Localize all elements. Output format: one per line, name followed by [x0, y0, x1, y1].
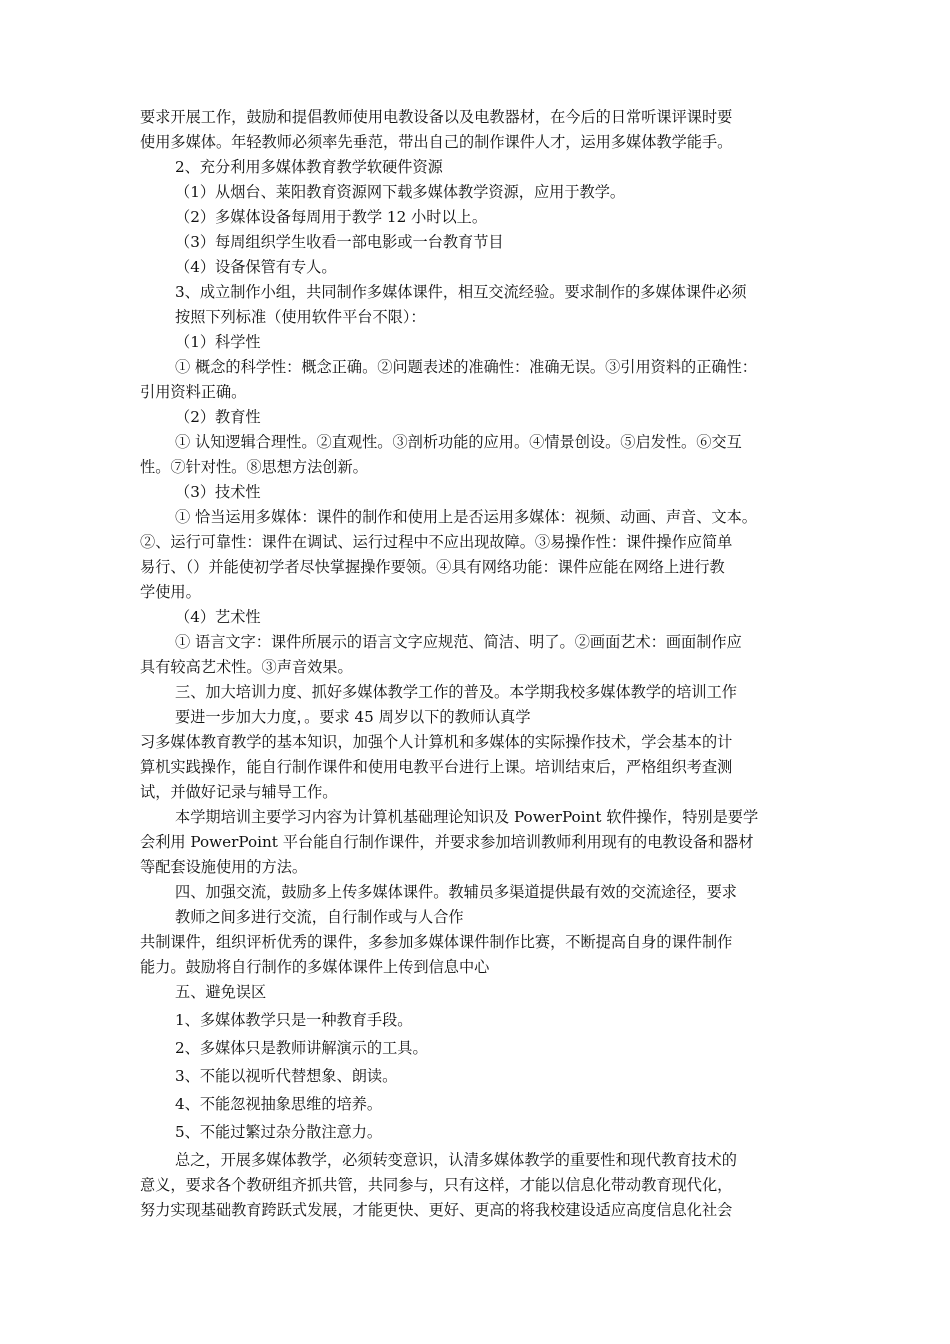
text-line: 四、加强交流，鼓励多上传多媒体课件。教辅员多渠道提供最有效的交流途径，要求	[175, 883, 737, 901]
text-line: 2、充分利用多媒体教育教学软硬件资源	[175, 158, 443, 176]
text-line: 3、成立制作小组，共同制作多媒体课件，相互交流经验。要求制作的多媒体课件必须	[175, 283, 747, 301]
text-line: 会利用 PowerPoint 平台能自行制作课件，并要求参加培训教师利用现有的电教设备和器材	[140, 833, 754, 851]
text-line: （4）设备保管有专人。	[175, 258, 337, 276]
text-line: 性。⑦针对性。⑧思想方法创新。	[140, 458, 368, 476]
text-line: 2、多媒体只是教师讲解演示的工具。	[175, 1039, 428, 1057]
text-line: 按照下列标准（使用软件平台不限）：	[175, 308, 426, 326]
text-line: （4）艺术性	[175, 608, 261, 626]
text-line: 努力实现基础教育跨跃式发展，才能更快、更好、更高的将我校建设适应高度信息化社会	[140, 1201, 733, 1219]
text-line: 要求开展工作，鼓励和提倡教师使用电教设备以及电教器材，在今后的日常听课评课时要	[140, 108, 733, 126]
text-line: 等配套设施使用的方法。	[140, 858, 308, 876]
text-line: 试，并做好记录与辅导工作。	[140, 783, 338, 801]
text-line: 意义，要求各个教研组齐抓共管，共同参与，只有这样，才能以信息化带动教育现代化，	[140, 1176, 733, 1194]
text-line: 三、加大培训力度、抓好多媒体教学工作的普及。本学期我校多媒体教学的培训工作	[175, 683, 737, 701]
text-line: （2）教育性	[175, 408, 261, 426]
text-line: （2）多媒体设备每周用于教学 12 小时以上。	[175, 208, 488, 226]
text-line: 要进一步加大力度，。要求 45 周岁以下的教师认真学	[175, 708, 531, 726]
text-line: ②、运行可靠性：课件在调试、运行过程中不应出现故障。③易操作性：课件操作应简单	[140, 533, 733, 551]
text-line: （1）从烟台、莱阳教育资源网下载多媒体教学资源，应用于教学。	[175, 183, 626, 201]
text-line: ① 语言文字：课件所展示的语言文字应规范、简洁、明了。②画面艺术：画面制作应	[175, 633, 742, 651]
text-line: 3、不能以视听代替想象、朗读。	[175, 1067, 398, 1085]
text-line: （3）技术性	[175, 483, 261, 501]
text-line: ① 认知逻辑合理性。②直观性。③剖析功能的应用。④情景创设。⑤启发性。⑥交互	[175, 433, 742, 451]
text-line: （3）每周组织学生收看一部电影或一台教育节目	[175, 233, 504, 251]
text-line: 共制课件，组织评析优秀的课件，多参加多媒体课件制作比赛，不断提高自身的课件制作	[140, 933, 733, 951]
text-line: 引用资料正确。	[140, 383, 247, 401]
text-line: （1）科学性	[175, 333, 261, 351]
text-line: 学使用。	[140, 583, 201, 601]
text-line: 总之，开展多媒体教学，必须转变意识，认清多媒体教学的重要性和现代教育技术的	[175, 1151, 737, 1169]
text-line: ① 概念的科学性：概念正确。②问题表述的准确性：准确无误。③引用资料的正确性：	[175, 358, 757, 376]
text-line: 能力。鼓励将自行制作的多媒体课件上传到信息中心	[140, 958, 490, 976]
text-line: 五、避免误区	[175, 983, 267, 1001]
text-line: 习多媒体教育教学的基本知识，加强个人计算机和多媒体的实际操作技术，学会基本的计	[140, 733, 733, 751]
text-line: 5、不能过繁过杂分散注意力。	[175, 1123, 383, 1141]
text-line: 易行、（）并能使初学者尽快掌握操作要领。④具有网络功能：课件应能在网络上进行教	[140, 558, 725, 576]
text-line: 1、多媒体教学只是一种教育手段。	[175, 1011, 413, 1029]
text-line: ① 恰当运用多媒体：课件的制作和使用上是否运用多媒体：视频、动画、声音、文本。	[175, 508, 757, 526]
text-line: 本学期培训主要学习内容为计算机基础理论知识及 PowerPoint 软件操作，特别是要学	[175, 808, 759, 826]
text-line: 教师之间多进行交流，自行制作或与人合作	[175, 908, 464, 926]
text-line: 算机实践操作，能自行制作课件和使用电教平台进行上课。培训结束后，严格组织考查测	[140, 758, 733, 776]
text-line: 4、不能忽视抽象思维的培养。	[175, 1095, 383, 1113]
text-line: 具有较高艺术性。③声音效果。	[140, 658, 353, 676]
text-line: 使用多媒体。年轻教师必须率先垂范，带出自己的制作课件人才，运用多媒体教学能手。	[140, 133, 733, 151]
